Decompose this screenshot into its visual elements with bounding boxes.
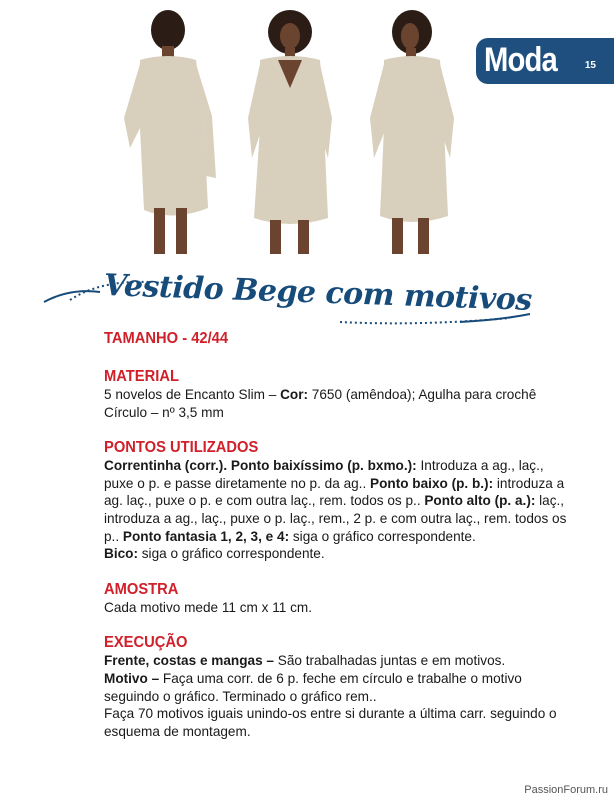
execution-p2-label: Motivo –	[104, 670, 160, 686]
stitch-fancy: Ponto fantasia 1, 2, 3, e 4:	[119, 528, 290, 544]
stitch-double-desc: laç., introduza a ag., laç., puxe o p. laç., rem., 2 p. e com outra laç., rem. todos os p..	[104, 493, 567, 544]
material-text	[104, 386, 574, 421]
material-yarn: 5 novelos de Encanto Slim –	[104, 387, 281, 402]
execution-section	[104, 634, 574, 740]
stitches-text	[104, 457, 574, 563]
stitch-edging-desc: siga o gráfico correspondente.	[137, 546, 325, 562]
stitch-slip: Ponto baixíssimo (p. bxmo.):	[227, 458, 417, 474]
stitch-slip-desc: Introduza a ag., laç., puxe o p. e passe diretamente no p. da ag..	[104, 458, 544, 491]
model-photo-back	[100, 8, 230, 256]
stitches-heading: PONTOS UTILIZADOS	[104, 439, 259, 457]
pattern-instructions	[104, 330, 574, 758]
stitch-edging: Bico:	[104, 546, 138, 562]
stitch-chain: Correntinha (corr.).	[104, 458, 228, 474]
model-photo-side	[356, 8, 470, 256]
execution-heading: EXECUÇÃO	[104, 634, 188, 652]
material-color-value: 7650 (amêndoa); Agulha para crochê	[308, 387, 537, 402]
execution-p1-text: São trabalhadas juntas e em motivos.	[274, 653, 506, 669]
stitch-double: Ponto alto (p. a.):	[420, 493, 536, 509]
material-needle: Círculo – nº 3,5 mm	[104, 404, 224, 420]
execution-p2-text: Faça uma corr. de 6 p. feche em círculo e trabalhe o motivo seguindo o gráfico. Terminado o gráfico rem..	[104, 670, 522, 704]
stitches-section	[104, 439, 574, 563]
model-photo-front	[230, 8, 350, 256]
stitch-single: Ponto baixo (p. b.):	[366, 475, 494, 491]
execution-p3: Faça 70 motivos iguais unindo-os entre si durante a última carr. seguindo o esquema de montagem.	[104, 706, 557, 739]
size-section	[104, 330, 574, 348]
execution-p1	[104, 652, 574, 670]
fashion-photo-strip	[100, 8, 470, 256]
section-label: Moda	[484, 41, 557, 79]
section-badge	[476, 38, 614, 84]
page-number: 15	[584, 60, 596, 71]
stitch-fancy-desc: siga o gráfico correspondente.	[289, 528, 476, 544]
gauge-section	[104, 581, 574, 617]
gauge-heading: AMOSTRA	[104, 580, 179, 598]
execution-p1-label: Frente, costas e mangas –	[104, 653, 274, 669]
size-heading: TAMANHO - 42/44	[104, 330, 229, 347]
page-title: Vestido Bege com motivos	[103, 268, 533, 318]
watermark-credit: PassionForum.ru	[524, 784, 608, 796]
stitch-single-desc: introduza a ag. laç., puxe o p. e com outra laç., rem. todos os p..	[104, 475, 565, 509]
material-section	[104, 368, 574, 421]
gauge-text: Cada motivo mede 11 cm x 11 cm.	[104, 599, 313, 615]
material-color-label: Cor:	[280, 387, 309, 402]
title-block	[40, 258, 540, 338]
material-heading: MATERIAL	[104, 368, 179, 385]
execution-p2	[104, 670, 574, 705]
